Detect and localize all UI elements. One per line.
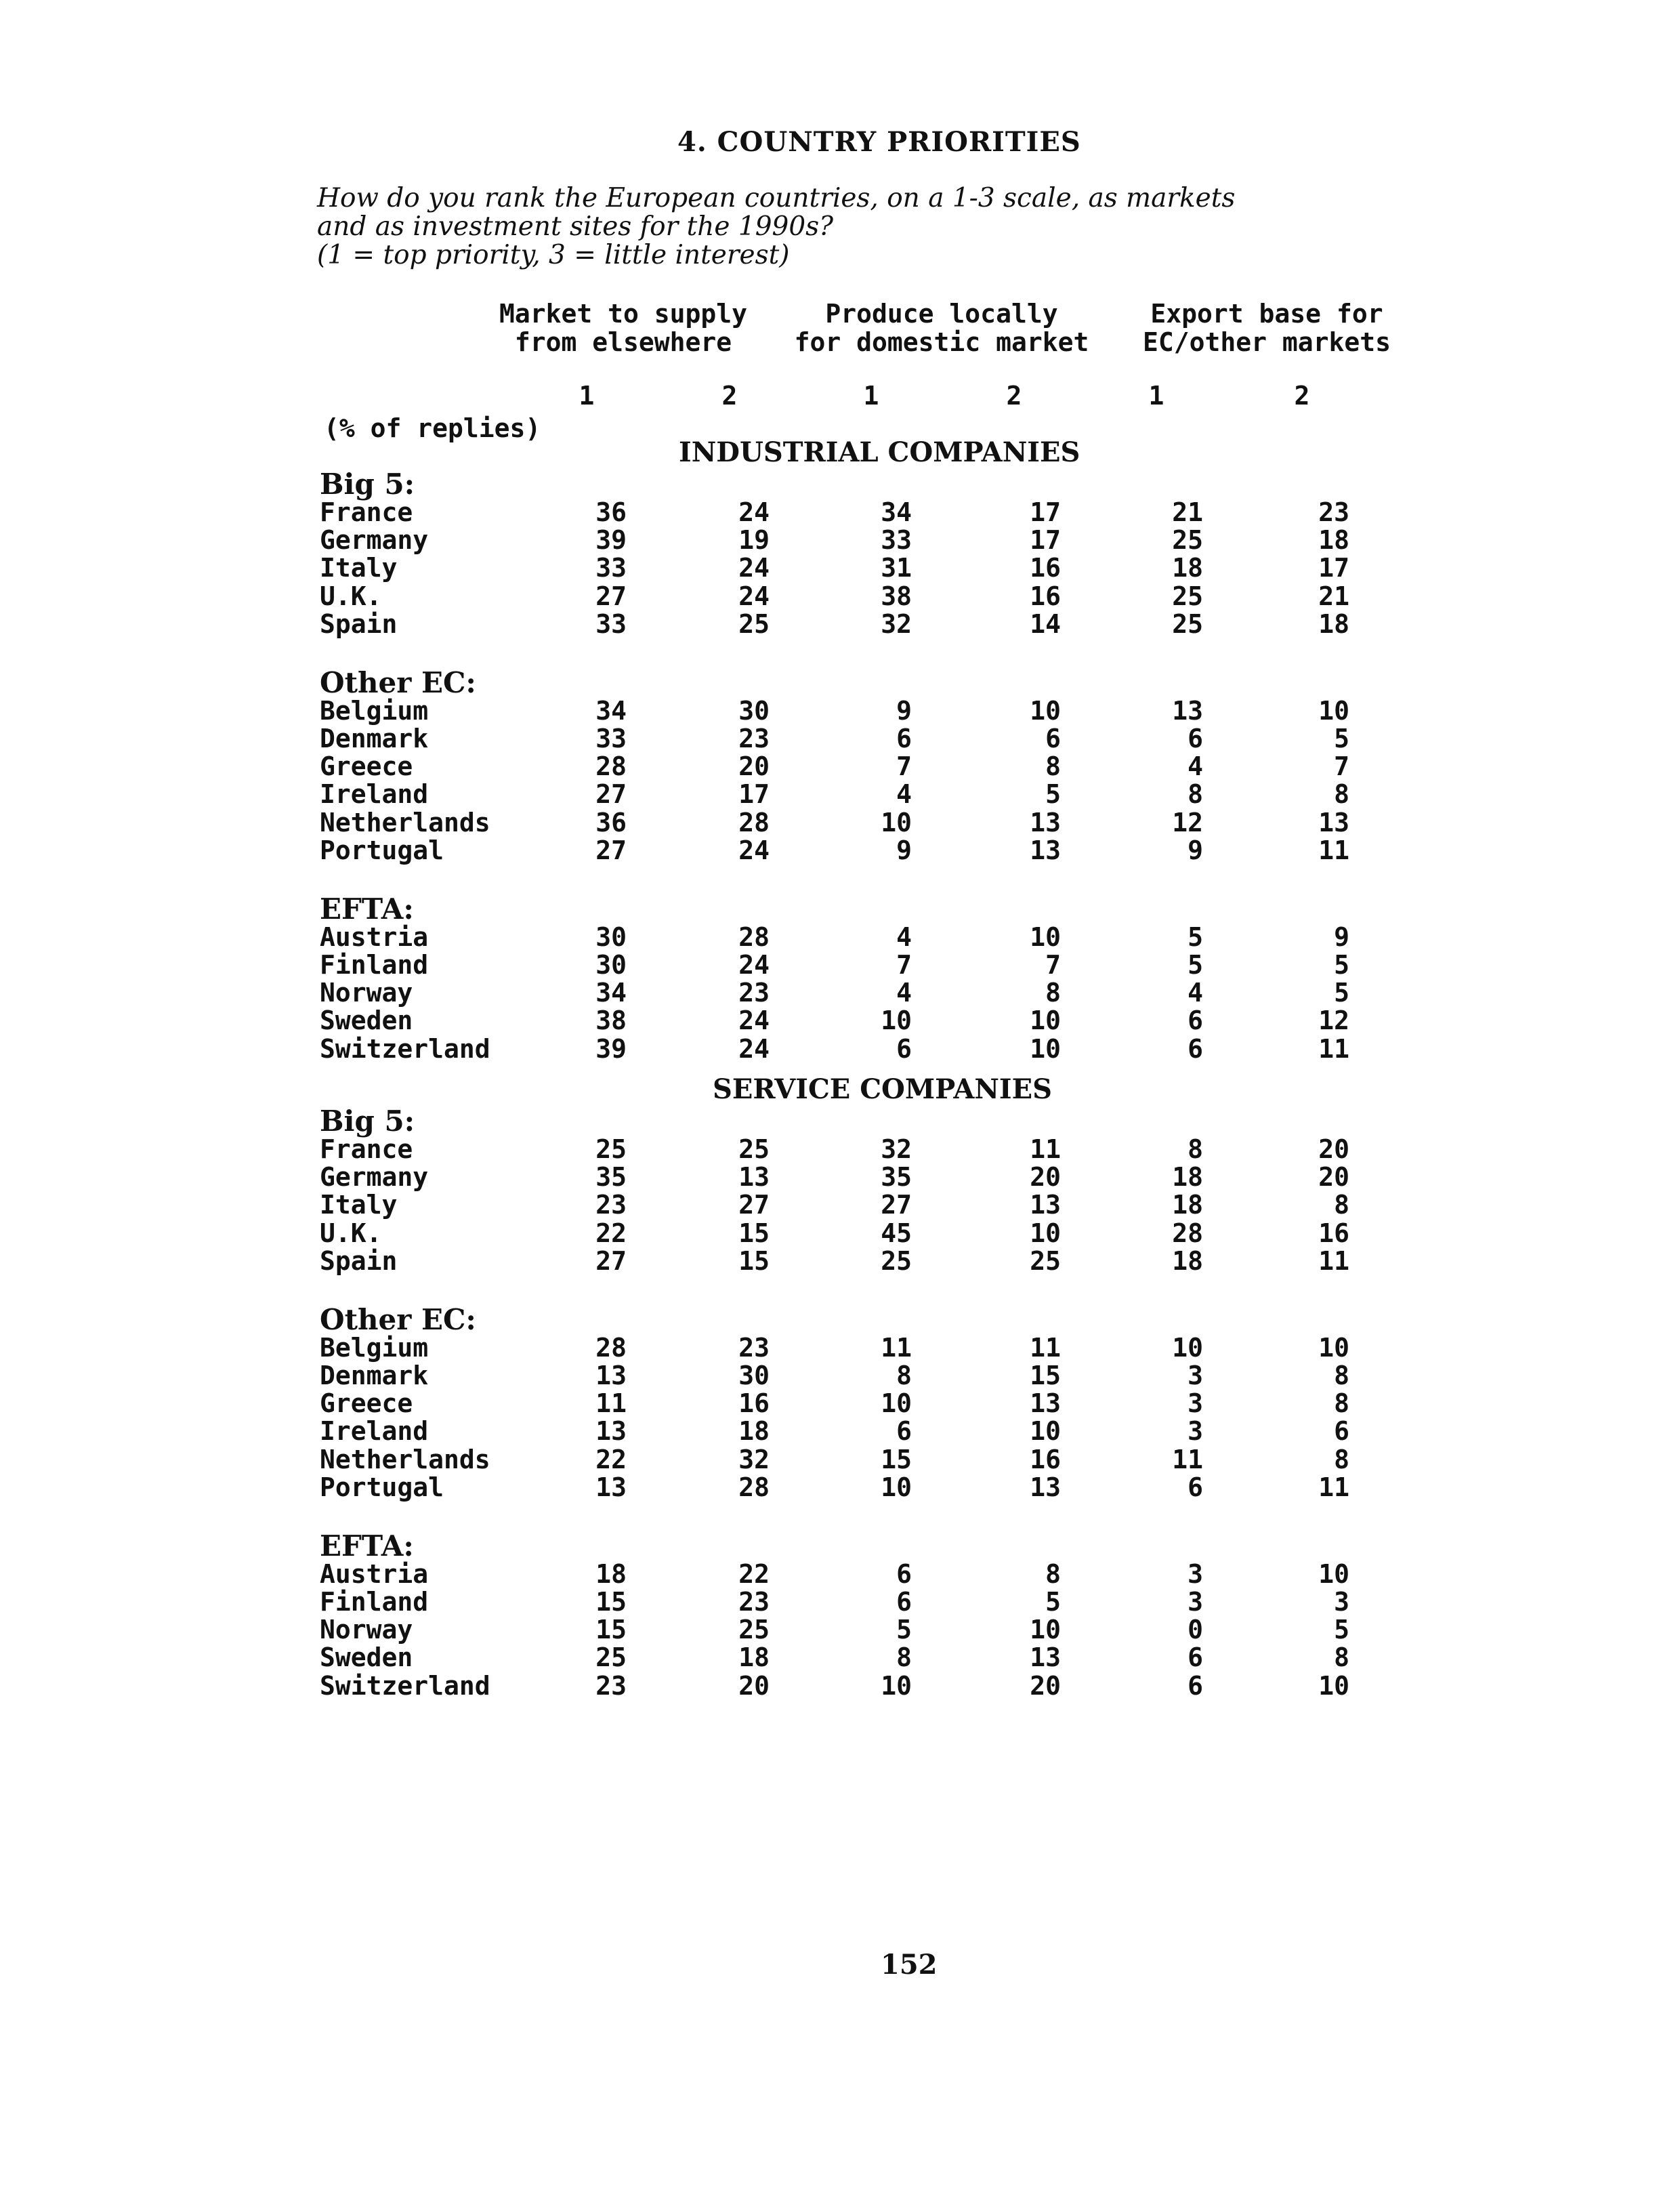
table-cell: 39 bbox=[595, 525, 627, 556]
table-cell: 5 bbox=[1045, 779, 1061, 810]
table-cell: 9 bbox=[1334, 922, 1349, 952]
table-cell: 36 bbox=[595, 497, 627, 527]
table-cell: 20 bbox=[1318, 1162, 1349, 1193]
table-cell: 18 bbox=[738, 1416, 770, 1447]
table-cell: 13 bbox=[595, 1361, 627, 1390]
table-cell: 6 bbox=[896, 1558, 912, 1589]
table-cell: 32 bbox=[738, 1444, 770, 1474]
table-cell: 5 bbox=[1334, 978, 1349, 1008]
table-cell: 3 bbox=[1188, 1361, 1203, 1390]
table-cell: 8 bbox=[1045, 1558, 1061, 1589]
table-row bbox=[0, 808, 1680, 836]
table-cell: 8 bbox=[1334, 1361, 1349, 1390]
country-name: Spain bbox=[320, 1245, 398, 1276]
table-cell: 5 bbox=[1334, 950, 1349, 980]
table-cell: 35 bbox=[881, 1162, 912, 1193]
table-cell: 16 bbox=[1318, 1218, 1349, 1248]
group-title: Other EC: bbox=[320, 1302, 476, 1336]
table-cell: 35 bbox=[595, 1162, 627, 1193]
table-cell: 11 bbox=[1318, 1033, 1349, 1064]
table-row bbox=[0, 1034, 1680, 1062]
table-cell: 30 bbox=[738, 695, 770, 726]
table-cell: 10 bbox=[1030, 922, 1061, 952]
table-row bbox=[0, 1472, 1680, 1501]
table-cell: 10 bbox=[1318, 1332, 1349, 1363]
table-cell: 25 bbox=[881, 1245, 912, 1276]
table-row bbox=[0, 696, 1680, 724]
table-cell: 20 bbox=[738, 751, 770, 782]
table-cell: 10 bbox=[881, 1670, 912, 1701]
table-cell: 13 bbox=[1030, 807, 1061, 837]
table-cell: 25 bbox=[738, 608, 770, 639]
group-title: EFTA: bbox=[320, 1529, 414, 1563]
column-group-line: Produce locally bbox=[825, 299, 1058, 329]
table-cell: 27 bbox=[595, 835, 627, 865]
table-cell: 36 bbox=[595, 807, 627, 837]
table-cell: 3 bbox=[1188, 1416, 1203, 1447]
table-cell: 7 bbox=[896, 751, 912, 782]
country-name: Austria bbox=[320, 922, 429, 952]
table-cell: 27 bbox=[738, 1190, 770, 1220]
table-cell: 8 bbox=[1045, 978, 1061, 1008]
table-cell: 10 bbox=[1172, 1332, 1203, 1363]
country-name: France bbox=[320, 497, 413, 527]
table-row bbox=[0, 1642, 1680, 1671]
table-cell: 30 bbox=[738, 1361, 770, 1390]
group-title: EFTA: bbox=[320, 892, 414, 926]
table-cell: 24 bbox=[738, 950, 770, 980]
table-cell: 9 bbox=[1188, 835, 1203, 865]
table-row bbox=[0, 835, 1680, 864]
table-cell: 3 bbox=[1188, 1388, 1203, 1419]
table-cell: 5 bbox=[896, 1615, 912, 1645]
table-cell: 24 bbox=[738, 553, 770, 583]
country-name: Ireland bbox=[320, 779, 429, 810]
table-cell: 22 bbox=[738, 1558, 770, 1589]
table-row bbox=[0, 1361, 1680, 1389]
table-cell: 6 bbox=[1188, 1670, 1203, 1701]
table-cell: 10 bbox=[1030, 1218, 1061, 1248]
table-cell: 11 bbox=[595, 1388, 627, 1419]
table-cell: 33 bbox=[595, 608, 627, 639]
table-cell: 10 bbox=[1030, 1033, 1061, 1064]
column-number: 1 bbox=[579, 381, 595, 411]
country-name: Germany bbox=[320, 525, 429, 556]
table-cell: 6 bbox=[1188, 1642, 1203, 1673]
table-cell: 27 bbox=[595, 581, 627, 611]
column-group-line: Market to supply bbox=[499, 299, 748, 329]
table-cell: 33 bbox=[881, 525, 912, 556]
section-title: SERVICE COMPANIES bbox=[713, 1073, 1052, 1105]
country-name: Finland bbox=[320, 950, 429, 980]
table-cell: 15 bbox=[881, 1444, 912, 1474]
table-cell: 4 bbox=[1188, 978, 1203, 1008]
table-cell: 23 bbox=[1318, 497, 1349, 527]
percent-of-replies-label: (% of replies) bbox=[324, 413, 541, 443]
table-cell: 6 bbox=[1045, 724, 1061, 753]
table-cell: 16 bbox=[1030, 1444, 1061, 1474]
table-cell: 13 bbox=[1030, 835, 1061, 865]
table-cell: 18 bbox=[1172, 1190, 1203, 1220]
country-name: Switzerland bbox=[320, 1033, 490, 1064]
page-title: 4. COUNTRY PRIORITIES bbox=[677, 126, 1081, 158]
country-name: Portugal bbox=[320, 835, 444, 865]
table-row bbox=[0, 1559, 1680, 1588]
table-cell: 24 bbox=[738, 497, 770, 527]
table-cell: 7 bbox=[896, 950, 912, 980]
table-cell: 4 bbox=[896, 779, 912, 810]
table-cell: 17 bbox=[1030, 525, 1061, 556]
table-row bbox=[0, 978, 1680, 1006]
country-name: Spain bbox=[320, 608, 398, 639]
table-cell: 25 bbox=[595, 1134, 627, 1164]
table-row bbox=[0, 751, 1680, 780]
country-name: Netherlands bbox=[320, 1444, 490, 1474]
table-cell: 23 bbox=[595, 1670, 627, 1701]
table-cell: 6 bbox=[896, 1033, 912, 1064]
table-cell: 3 bbox=[1334, 1587, 1349, 1617]
table-row bbox=[0, 1671, 1680, 1699]
table-cell: 20 bbox=[1318, 1134, 1349, 1164]
table-cell: 8 bbox=[1188, 779, 1203, 810]
country-name: Sweden bbox=[320, 1642, 413, 1673]
table-cell: 19 bbox=[738, 525, 770, 556]
country-name: Denmark bbox=[320, 724, 429, 753]
table-cell: 5 bbox=[1334, 724, 1349, 753]
table-cell: 28 bbox=[595, 1332, 627, 1363]
table-cell: 6 bbox=[896, 1416, 912, 1447]
table-cell: 6 bbox=[1188, 724, 1203, 753]
table-cell: 4 bbox=[896, 978, 912, 1008]
country-name: France bbox=[320, 1134, 413, 1164]
table-cell: 0 bbox=[1188, 1615, 1203, 1645]
table-row bbox=[0, 1134, 1680, 1163]
table-cell: 23 bbox=[738, 1587, 770, 1617]
table-cell: 30 bbox=[595, 950, 627, 980]
table-cell: 4 bbox=[1188, 751, 1203, 782]
table-cell: 6 bbox=[1188, 1033, 1203, 1064]
table-cell: 18 bbox=[1172, 553, 1203, 583]
table-cell: 18 bbox=[1318, 608, 1349, 639]
group-title: Other EC: bbox=[320, 665, 476, 699]
table-cell: 16 bbox=[1030, 581, 1061, 611]
table-cell: 13 bbox=[595, 1472, 627, 1502]
table-row bbox=[0, 497, 1680, 526]
country-name: Italy bbox=[320, 553, 398, 583]
table-cell: 13 bbox=[1030, 1472, 1061, 1502]
country-name: Switzerland bbox=[320, 1670, 490, 1701]
table-cell: 28 bbox=[738, 922, 770, 952]
table-cell: 45 bbox=[881, 1218, 912, 1248]
table-cell: 11 bbox=[881, 1332, 912, 1363]
table-cell: 12 bbox=[1318, 1006, 1349, 1036]
table-cell: 27 bbox=[595, 1245, 627, 1276]
table-cell: 8 bbox=[1188, 1134, 1203, 1164]
table-cell: 10 bbox=[881, 1472, 912, 1502]
table-cell: 11 bbox=[1318, 835, 1349, 865]
table-row bbox=[0, 609, 1680, 638]
table-cell: 10 bbox=[1318, 1670, 1349, 1701]
table-row bbox=[0, 1162, 1680, 1191]
group-title: Big 5: bbox=[320, 468, 415, 501]
table-cell: 8 bbox=[896, 1642, 912, 1673]
country-name: U.K. bbox=[320, 581, 382, 611]
page-number: 152 bbox=[881, 1949, 938, 1981]
table-cell: 13 bbox=[1030, 1190, 1061, 1220]
table-cell: 12 bbox=[1172, 807, 1203, 837]
table-cell: 22 bbox=[595, 1444, 627, 1474]
table-cell: 10 bbox=[881, 1388, 912, 1419]
table-cell: 24 bbox=[738, 835, 770, 865]
table-cell: 10 bbox=[881, 807, 912, 837]
table-cell: 11 bbox=[1318, 1472, 1349, 1502]
table-row bbox=[0, 1006, 1680, 1034]
table-cell: 25 bbox=[1030, 1245, 1061, 1276]
table-cell: 6 bbox=[1188, 1472, 1203, 1502]
table-cell: 34 bbox=[595, 978, 627, 1008]
table-cell: 6 bbox=[1188, 1006, 1203, 1036]
table-cell: 8 bbox=[896, 1361, 912, 1390]
table-row bbox=[0, 1615, 1680, 1643]
table-cell: 31 bbox=[881, 553, 912, 583]
table-cell: 21 bbox=[1172, 497, 1203, 527]
table-cell: 34 bbox=[881, 497, 912, 527]
table-row bbox=[0, 1388, 1680, 1417]
table-cell: 20 bbox=[738, 1670, 770, 1701]
country-name: Ireland bbox=[320, 1416, 429, 1447]
table-cell: 21 bbox=[1318, 581, 1349, 611]
question-line: How do you rank the European countries, on a 1-3 scale, as markets bbox=[317, 183, 1236, 213]
table-cell: 8 bbox=[1045, 751, 1061, 782]
table-cell: 9 bbox=[896, 695, 912, 726]
country-name: Austria bbox=[320, 1558, 429, 1589]
table-cell: 20 bbox=[1030, 1162, 1061, 1193]
table-cell: 23 bbox=[738, 1332, 770, 1363]
table-cell: 5 bbox=[1334, 1615, 1349, 1645]
table-row bbox=[0, 779, 1680, 808]
table-row bbox=[0, 553, 1680, 581]
table-cell: 27 bbox=[881, 1190, 912, 1220]
table-cell: 18 bbox=[738, 1642, 770, 1673]
table-cell: 7 bbox=[1334, 751, 1349, 782]
table-cell: 18 bbox=[595, 1558, 627, 1589]
table-cell: 14 bbox=[1030, 608, 1061, 639]
table-cell: 15 bbox=[1030, 1361, 1061, 1390]
table-cell: 23 bbox=[738, 978, 770, 1008]
table-cell: 27 bbox=[595, 779, 627, 810]
table-cell: 13 bbox=[1172, 695, 1203, 726]
table-cell: 13 bbox=[1030, 1642, 1061, 1673]
country-name: Netherlands bbox=[320, 807, 490, 837]
country-name: Italy bbox=[320, 1190, 398, 1220]
table-row bbox=[0, 1190, 1680, 1218]
column-group-market-to-supply bbox=[488, 299, 759, 356]
table-cell: 15 bbox=[595, 1587, 627, 1617]
table-cell: 11 bbox=[1030, 1134, 1061, 1164]
table-cell: 17 bbox=[1030, 497, 1061, 527]
column-group-line: for domestic market bbox=[794, 327, 1089, 357]
table-cell: 28 bbox=[738, 807, 770, 837]
table-cell: 16 bbox=[1030, 553, 1061, 583]
question-line: (1 = top priority, 3 = little interest) bbox=[317, 240, 790, 270]
table-cell: 25 bbox=[1172, 581, 1203, 611]
table-cell: 13 bbox=[1318, 807, 1349, 837]
table-cell: 10 bbox=[1030, 695, 1061, 726]
table-row bbox=[0, 950, 1680, 978]
table-cell: 10 bbox=[881, 1006, 912, 1036]
table-cell: 8 bbox=[1334, 1388, 1349, 1419]
table-cell: 25 bbox=[1172, 525, 1203, 556]
table-cell: 11 bbox=[1172, 1444, 1203, 1474]
column-group-produce-locally bbox=[772, 299, 1111, 356]
table-cell: 8 bbox=[1334, 1642, 1349, 1673]
table-cell: 15 bbox=[738, 1218, 770, 1248]
table-cell: 15 bbox=[738, 1245, 770, 1276]
column-group-export-base bbox=[1125, 299, 1409, 356]
section-title: INDUSTRIAL COMPANIES bbox=[679, 436, 1080, 468]
table-cell: 6 bbox=[1334, 1416, 1349, 1447]
table-cell: 32 bbox=[881, 1134, 912, 1164]
table-cell: 24 bbox=[738, 1033, 770, 1064]
table-cell: 11 bbox=[1318, 1245, 1349, 1276]
table-cell: 6 bbox=[896, 724, 912, 753]
table-cell: 18 bbox=[1172, 1162, 1203, 1193]
table-cell: 25 bbox=[738, 1134, 770, 1164]
column-number: 2 bbox=[1006, 381, 1022, 411]
survey-question bbox=[317, 184, 1401, 270]
table-cell: 11 bbox=[1030, 1332, 1061, 1363]
table-row bbox=[0, 525, 1680, 554]
table-cell: 30 bbox=[595, 922, 627, 952]
column-number: 1 bbox=[863, 381, 879, 411]
country-name: Norway bbox=[320, 1615, 413, 1645]
country-name: Belgium bbox=[320, 695, 429, 726]
table-cell: 28 bbox=[738, 1472, 770, 1502]
table-cell: 13 bbox=[595, 1416, 627, 1447]
table-row bbox=[0, 1416, 1680, 1445]
table-row bbox=[0, 724, 1680, 752]
country-name: U.K. bbox=[320, 1218, 382, 1248]
country-name: Norway bbox=[320, 978, 413, 1008]
table-cell: 8 bbox=[1334, 779, 1349, 810]
table-cell: 13 bbox=[1030, 1388, 1061, 1419]
column-number: 2 bbox=[1294, 381, 1310, 411]
table-cell: 10 bbox=[1030, 1006, 1061, 1036]
table-cell: 5 bbox=[1188, 922, 1203, 952]
table-cell: 10 bbox=[1030, 1615, 1061, 1645]
country-name: Denmark bbox=[320, 1361, 429, 1390]
table-row bbox=[0, 581, 1680, 610]
table-cell: 24 bbox=[738, 581, 770, 611]
table-cell: 9 bbox=[896, 835, 912, 865]
table-cell: 16 bbox=[738, 1388, 770, 1419]
table-cell: 23 bbox=[595, 1190, 627, 1220]
column-number: 1 bbox=[1148, 381, 1164, 411]
table-cell: 10 bbox=[1030, 1416, 1061, 1447]
table-cell: 24 bbox=[738, 1006, 770, 1036]
table-cell: 17 bbox=[738, 779, 770, 810]
group-title: Big 5: bbox=[320, 1104, 415, 1138]
table-cell: 6 bbox=[896, 1587, 912, 1617]
table-row bbox=[0, 1246, 1680, 1275]
table-cell: 18 bbox=[1172, 1245, 1203, 1276]
table-cell: 10 bbox=[1318, 1558, 1349, 1589]
table-cell: 10 bbox=[1318, 695, 1349, 726]
table-cell: 13 bbox=[738, 1162, 770, 1193]
table-row bbox=[0, 922, 1680, 951]
table-cell: 38 bbox=[595, 1006, 627, 1036]
table-cell: 25 bbox=[595, 1642, 627, 1673]
table-cell: 8 bbox=[1334, 1190, 1349, 1220]
country-name: Sweden bbox=[320, 1006, 413, 1036]
table-cell: 38 bbox=[881, 581, 912, 611]
table-cell: 23 bbox=[738, 724, 770, 753]
table-cell: 8 bbox=[1334, 1444, 1349, 1474]
table-row bbox=[0, 1333, 1680, 1361]
table-cell: 22 bbox=[595, 1218, 627, 1248]
question-line: and as investment sites for the 1990s? bbox=[317, 211, 834, 242]
table-row bbox=[0, 1587, 1680, 1615]
table-cell: 18 bbox=[1318, 525, 1349, 556]
table-cell: 28 bbox=[595, 751, 627, 782]
table-cell: 5 bbox=[1188, 950, 1203, 980]
country-name: Germany bbox=[320, 1162, 429, 1193]
country-name: Portugal bbox=[320, 1472, 444, 1502]
table-cell: 34 bbox=[595, 695, 627, 726]
table-cell: 33 bbox=[595, 553, 627, 583]
column-group-line: Export base for bbox=[1150, 299, 1383, 329]
table-cell: 15 bbox=[595, 1615, 627, 1645]
table-cell: 20 bbox=[1030, 1670, 1061, 1701]
table-cell: 32 bbox=[881, 608, 912, 639]
table-cell: 25 bbox=[1172, 608, 1203, 639]
table-row bbox=[0, 1218, 1680, 1247]
table-cell: 4 bbox=[896, 922, 912, 952]
table-cell: 7 bbox=[1045, 950, 1061, 980]
column-number: 2 bbox=[721, 381, 738, 411]
table-cell: 25 bbox=[738, 1615, 770, 1645]
country-name: Finland bbox=[320, 1587, 429, 1617]
table-cell: 3 bbox=[1188, 1558, 1203, 1589]
country-name: Greece bbox=[320, 751, 413, 782]
column-group-line: from elsewhere bbox=[514, 327, 732, 357]
country-name: Greece bbox=[320, 1388, 413, 1419]
table-cell: 33 bbox=[595, 724, 627, 753]
table-cell: 39 bbox=[595, 1033, 627, 1064]
table-cell: 5 bbox=[1045, 1587, 1061, 1617]
column-group-line: EC/other markets bbox=[1142, 327, 1391, 357]
table-cell: 17 bbox=[1318, 553, 1349, 583]
table-cell: 3 bbox=[1188, 1587, 1203, 1617]
table-row bbox=[0, 1445, 1680, 1473]
country-name: Belgium bbox=[320, 1332, 429, 1363]
table-cell: 28 bbox=[1172, 1218, 1203, 1248]
